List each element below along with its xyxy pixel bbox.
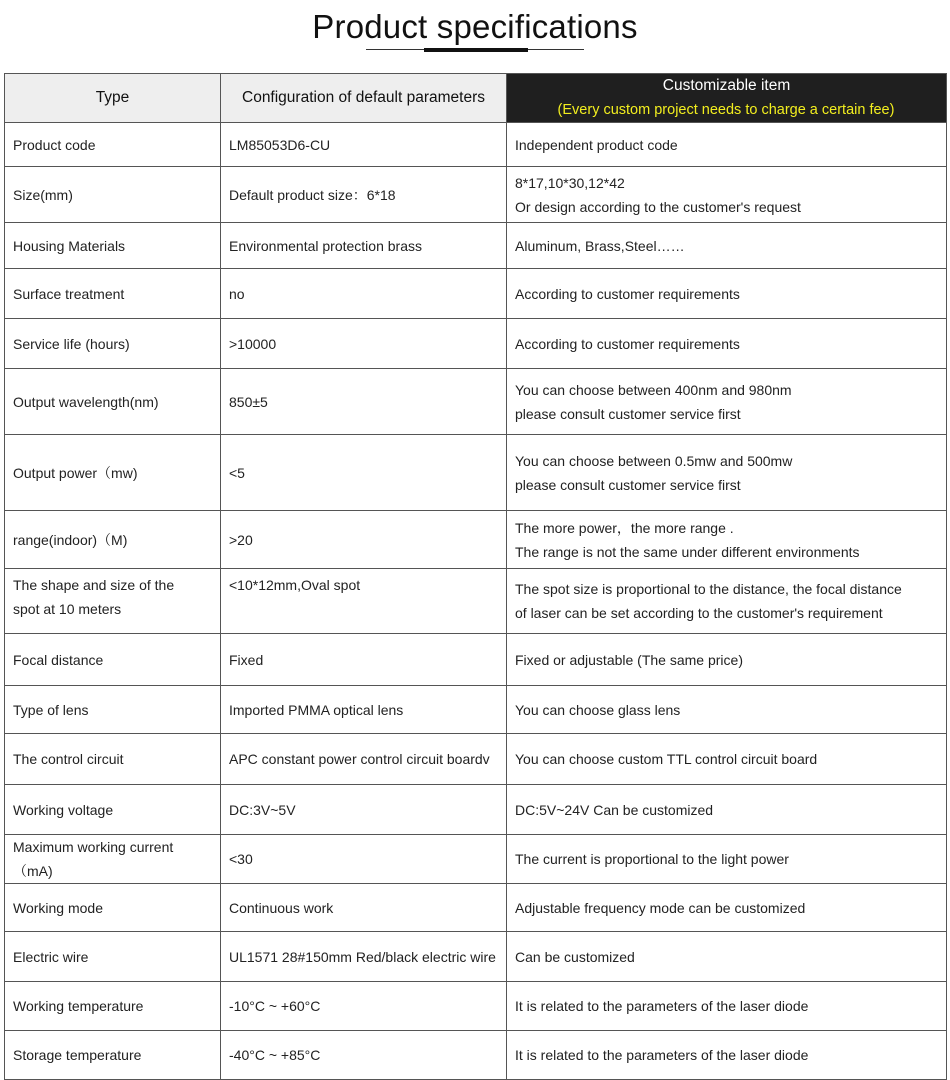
cell-custom-line: The range is not the same under different environments xyxy=(515,543,860,560)
cell-default: Default product size：6*18 xyxy=(221,167,507,223)
cell-custom xyxy=(507,982,947,1031)
cell-custom xyxy=(507,569,947,634)
table-row xyxy=(5,835,947,884)
cell-default: >20 xyxy=(221,511,507,569)
cell-default: Fixed xyxy=(221,634,507,686)
cell-custom xyxy=(507,734,947,785)
cell-default: -10°C ~ +60°C xyxy=(221,982,507,1031)
cell-default: <10*12mm,Oval spot xyxy=(221,569,507,634)
cell-default: LM85053D6-CU xyxy=(221,123,507,167)
cell-custom-line: According to customer requirements xyxy=(515,285,740,302)
cell-custom xyxy=(507,123,947,167)
header-default: Configuration of default parameters xyxy=(221,74,507,123)
cell-custom-line: 8*17,10*30,12*42 xyxy=(515,174,625,191)
cell-type-line: spot at 10 meters xyxy=(13,601,122,617)
cell-default: >10000 xyxy=(221,319,507,369)
cell-custom xyxy=(507,686,947,734)
table-row xyxy=(5,734,947,785)
cell-custom-line: Aluminum, Brass,Steel…… xyxy=(515,237,685,254)
cell-custom-line: It is related to the parameters of the laser diode xyxy=(515,1047,809,1063)
table-row xyxy=(5,569,947,634)
cell-default: Environmental protection brass xyxy=(221,223,507,269)
cell-custom-line: Fixed or adjustable (The same price) xyxy=(515,651,743,668)
cell-default: no xyxy=(221,269,507,319)
table-row xyxy=(5,982,947,1031)
cell-custom xyxy=(507,167,947,223)
cell-custom-line: Can be customized xyxy=(515,948,635,965)
cell-default: <5 xyxy=(221,435,507,511)
cell-default: UL1571 28#150mm Red/black electric wire xyxy=(221,932,507,982)
cell-default: DC:3V~5V xyxy=(221,785,507,835)
cell-type: range(indoor)（M) xyxy=(5,511,221,569)
table-row xyxy=(5,369,947,435)
cell-type: Working temperature xyxy=(5,982,221,1031)
table-row xyxy=(5,269,947,319)
cell-custom xyxy=(507,319,947,369)
cell-type: Storage temperature xyxy=(5,1031,221,1080)
cell-default: Imported PMMA optical lens xyxy=(221,686,507,734)
cell-default: Continuous work xyxy=(221,884,507,932)
cell-custom-line: According to customer requirements xyxy=(515,335,740,352)
cell-type: The control circuit xyxy=(5,734,221,785)
cell-custom-line: The more power，the more range . xyxy=(515,519,734,536)
cell-custom-line: The current is proportional to the light power xyxy=(515,851,789,867)
table-row xyxy=(5,123,947,167)
cell-custom-line: of laser can be set according to the customer's requirement xyxy=(515,605,883,621)
cell-custom-line: It is related to the parameters of the laser diode xyxy=(515,998,809,1014)
cell-default: <30 xyxy=(221,835,507,884)
cell-custom-line: Or design according to the customer's request xyxy=(515,198,801,215)
cell-custom-line: You can choose between 0.5mw and 500mw xyxy=(515,452,793,469)
cell-custom-line: please consult customer service first xyxy=(515,405,741,422)
cell-type: Surface treatment xyxy=(5,269,221,319)
cell-custom-line: You can choose glass lens xyxy=(515,701,681,718)
cell-custom xyxy=(507,835,947,884)
cell-default: 850±5 xyxy=(221,369,507,435)
cell-custom xyxy=(507,223,947,269)
cell-default: -40°C ~ +85°C xyxy=(221,1031,507,1080)
cell-custom-line: Independent product code xyxy=(515,136,678,153)
table-row xyxy=(5,167,947,223)
cell-custom-line: DC:5V~24V Can be customized xyxy=(515,801,714,818)
cell-type xyxy=(5,569,221,634)
cell-type: Focal distance xyxy=(5,634,221,686)
cell-custom xyxy=(507,1031,947,1080)
cell-type: Product code xyxy=(5,123,221,167)
table-row xyxy=(5,223,947,269)
table-row xyxy=(5,932,947,982)
table-row xyxy=(5,435,947,511)
table-row xyxy=(5,319,947,369)
table-row xyxy=(5,634,947,686)
cell-type: Maximum working current（mA) xyxy=(5,835,221,884)
cell-custom xyxy=(507,932,947,982)
cell-type: Working mode xyxy=(5,884,221,932)
cell-custom-line: You can choose custom TTL control circuit board xyxy=(515,751,818,767)
cell-type: Housing Materials xyxy=(5,223,221,269)
table-row xyxy=(5,511,947,569)
cell-custom xyxy=(507,269,947,319)
header-custom-note: (Every custom project needs to charge a certain fee) xyxy=(557,102,895,118)
table-row xyxy=(5,785,947,835)
table-row xyxy=(5,686,947,734)
cell-type: Output power（mw) xyxy=(5,435,221,511)
page-title: Product specifications xyxy=(312,8,638,45)
cell-type: Type of lens xyxy=(5,686,221,734)
cell-default: APC constant power control circuit boardv xyxy=(221,734,507,785)
header-row xyxy=(5,74,947,123)
cell-custom-line: Adjustable frequency mode can be customized xyxy=(515,899,806,916)
table-row xyxy=(5,1031,947,1080)
cell-custom-line: The spot size is proportional to the distance, the focal distance xyxy=(515,581,902,597)
title-underline-bar xyxy=(424,48,528,52)
cell-type: Output wavelength(nm) xyxy=(5,369,221,435)
cell-type: Working voltage xyxy=(5,785,221,835)
header-type: Type xyxy=(5,74,221,123)
header-custom-label: Customizable item xyxy=(662,77,791,94)
title-area xyxy=(0,0,950,72)
cell-custom xyxy=(507,634,947,686)
cell-custom-line: please consult customer service first xyxy=(515,476,741,493)
spec-body xyxy=(5,123,947,1080)
cell-type: Size(mm) xyxy=(5,167,221,223)
cell-custom xyxy=(507,884,947,932)
cell-custom xyxy=(507,785,947,835)
spec-table xyxy=(4,73,947,1080)
cell-custom xyxy=(507,511,947,569)
cell-type: Service life (hours) xyxy=(5,319,221,369)
cell-type: Electric wire xyxy=(5,932,221,982)
table-row xyxy=(5,884,947,932)
cell-custom xyxy=(507,435,947,511)
cell-custom-line: You can choose between 400nm and 980nm xyxy=(515,381,792,398)
cell-custom xyxy=(507,369,947,435)
header-custom xyxy=(507,74,947,123)
cell-type-line: The shape and size of the xyxy=(13,577,175,593)
